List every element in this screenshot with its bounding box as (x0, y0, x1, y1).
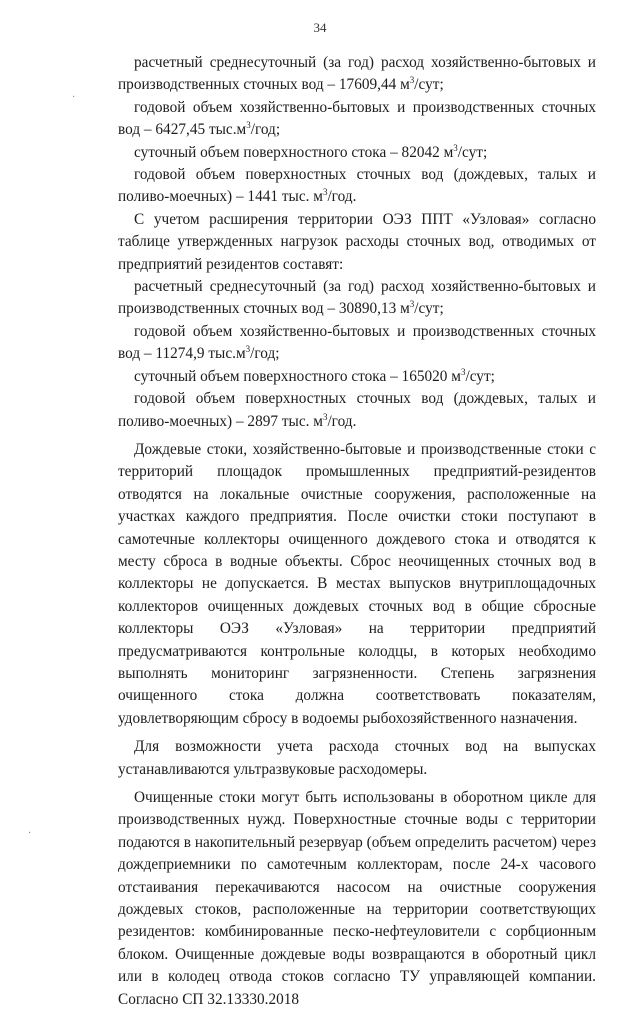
document-body (118, 52, 596, 1011)
scan-speck: · (72, 92, 76, 103)
paragraph: суточный объем поверхностного стока – 165020 $м^3$/сут; (134, 366, 495, 385)
paragraph: годовой объем поверхностных сточных вод (дождевых, талых и поливо-моечных) – 1441 тыс. $м^3$/год. (118, 166, 596, 206)
paragraph: С учетом расширения территории ОЭЗ ППТ «Узловая» согласно таблице утвержденных нагрузок расходы сточных вод, отводимых от предприятий резидентов составят: (118, 210, 596, 273)
paragraph: Дождевые стоки, хозяйственно-бытовые и производственные стоки с территорий площадок промышленных предприятий-резидентов отводятся на локальные очистные сооружения, расположенные на участках каждого предприятия. После очистки стоки поступают в самотечные коллекторы очищенного дождевого стока и отводятся к месту сброса в водные объекты. Сброс неочищенных сточных вод в коллекторы не допускается. В местах выпусков внутриплощадочных коллекторов очищенных дождевых сточных вод в общие сбросные коллекторы ОЭЗ «Узловая» на территории предприятий предусматриваются контрольные колодцы, в которых необходимо выполнять мониторинг загрязненности. Степень загрязнения очищенного стока должна соответствовать показателям, удовлетворяющим сбросу в водоемы рыбохозяйственного назначения. (118, 440, 596, 727)
paragraph: расчетный среднесуточный (за год) расход хозяйственно-бытовых и производственных сточных вод – 17609,44 $м^3$/сут; (118, 54, 596, 94)
paragraph: годовой объем хозяйственно-бытовых и производственных сточных вод – 11274,9 $тыс.м^3$/год; (118, 322, 596, 363)
paragraph: Для возможности учета расхода сточных вод на выпусках устанавливаются ультразвуковые расходомеры. (118, 738, 596, 778)
paragraph: расчетный среднесуточный (за год) расход хозяйственно-бытовых и производственных сточных вод – 30890,13 $м^3$/сут; (118, 278, 596, 318)
scan-speck: · (28, 828, 32, 839)
paragraph: Очищенные стоки могут быть использованы в оборотном цикле для производственных нужд. Поверхностные сточные воды с территории подаются в накопительный резервуар (объем определить расчетом) через дождеприемники по самотечным коллекторам, после 24-х часового отстаивания перекачиваются насосом на очистные сооружения дождевых стоков, расположенные на территории соответствующих резидентов: комбинированные песко-нефтеуловители с сорбционным блоком. Очищенные дождевые воды возвращаются в оборотный цикл или в колодец отвода стоков согласно ТУ управляющей компании. Согласно СП 32.13330.2018 (118, 789, 596, 1008)
page-number: 34 (313, 20, 327, 35)
paragraph: годовой объем поверхностных сточных вод (дождевых, талых и поливо-моечных) – 2897 тыс. $м^3$/год. (118, 390, 596, 430)
paragraph: суточный объем поверхностного стока – 82042 $м^3$/сут; (134, 142, 488, 161)
paragraph: годовой объем хозяйственно-бытовых и производственных сточных вод – 6427,45 $тыс.м^3$/год; (118, 98, 596, 139)
